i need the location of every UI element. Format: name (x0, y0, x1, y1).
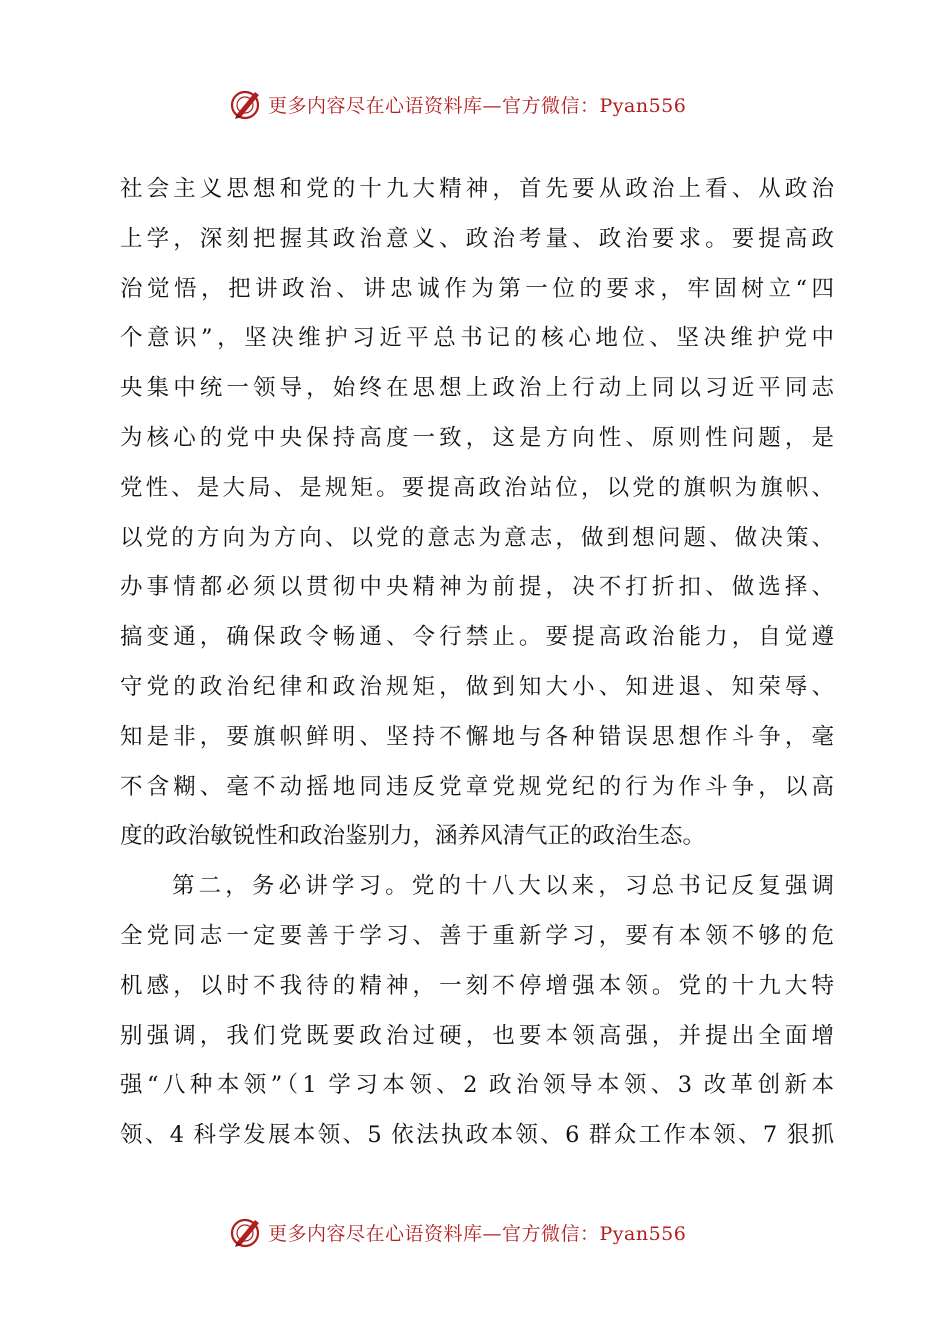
header-banner (228, 84, 686, 124)
text-line: 搞变通，确保政令畅通、令行禁止。要提高政治能力，自觉遵 (120, 624, 834, 651)
text-line: 守党的政治纪律和政治规矩，做到知大小、知进退、知荣辱、 (120, 673, 834, 700)
text-line: 强“八种本领”（1 学习本领、2 政治领导本领、3 改革创新本 (120, 1072, 834, 1099)
text-line: 办事情都必须以贯彻中央精神为前提，决不打折扣、做选择、 (120, 574, 834, 601)
text-line: 上学，深刻把握其政治意义、政治考量、政治要求。要提高政 (120, 225, 834, 252)
pen-logo-icon (228, 86, 264, 122)
text-line: 别强调，我们党既要政治过硬，也要本领高强，并提出全面增 (120, 1022, 834, 1049)
text-line: 度的政治敏锐性和政治鉴别力，涵养风清气正的政治生态。 (120, 823, 706, 850)
header-banner-text: 更多内容尽在心语资料库—官方微信：Pyan556 (268, 94, 687, 117)
text-line: 央集中统一领导，始终在思想上政治上行动上同以习近平同志 (120, 375, 834, 402)
text-line: 全党同志一定要善于学习、善于重新学习，要有本领不够的危 (120, 922, 834, 949)
text-line: 党性、是大局、是规矩。要提高政治站位，以党的旗帜为旗帜、 (120, 474, 834, 501)
footer-banner (228, 1212, 686, 1252)
text-line: 社会主义思想和党的十九大精神，首先要从政治上看、从政治 (120, 176, 834, 202)
text-line: 以党的方向为方向、以党的意志为意志，做到想问题、做决策、 (120, 524, 834, 551)
paragraph-start-line: 第二，务必讲学习。党的十八大以来，习总书记反复强调 (172, 873, 834, 900)
text-line: 为核心的党中央保持高度一致，这是方向性、原则性问题，是 (120, 424, 834, 451)
text-line: 个意识”，坚决维护习近平总书记的核心地位、坚决维护党中 (120, 325, 834, 352)
text-line: 机感，以时不我待的精神，一刻不停增强本领。党的十九大特 (120, 972, 834, 999)
text-line: 知是非，要旗帜鲜明、坚持不懈地与各种错误思想作斗争，毫 (120, 723, 834, 750)
footer-banner-text: 更多内容尽在心语资料库—官方微信：Pyan556 (268, 1222, 687, 1245)
text-line: 领、4 科学发展本领、5 依法执政本领、6 群众工作本领、7 狠抓 (120, 1122, 834, 1149)
text-line: 不含糊、毫不动摇地同违反党章党规党纪的行为作斗争，以高 (120, 773, 834, 800)
body-text (120, 165, 834, 1161)
text-line: 治觉悟，把讲政治、讲忠诚作为第一位的要求，牢固树立“四 (120, 275, 834, 302)
pen-logo-icon (228, 1214, 264, 1250)
